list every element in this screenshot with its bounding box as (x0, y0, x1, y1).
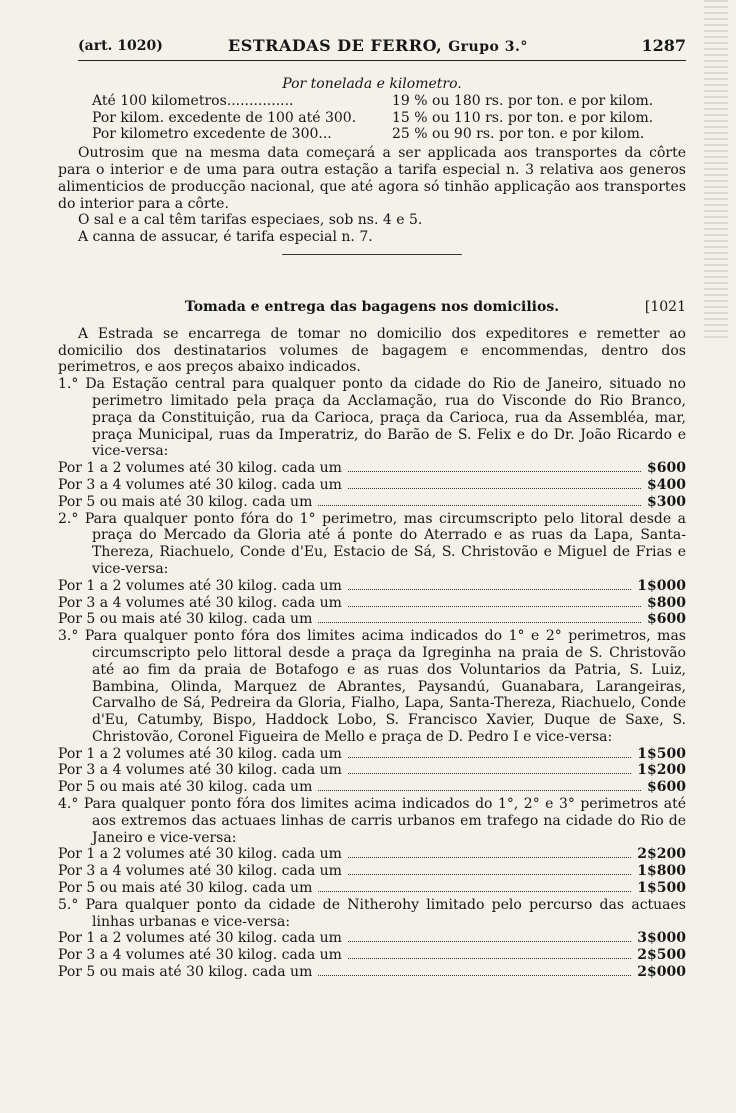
price-value: $600 (647, 611, 686, 628)
tariff-label: Até 100 kilometros............... (92, 92, 294, 109)
leader-dots (318, 622, 641, 623)
leader-dots (348, 958, 631, 959)
leader-dots (348, 941, 631, 942)
leader-dots (318, 975, 631, 976)
page-header (78, 34, 686, 61)
price-row (58, 494, 686, 511)
tariff-row (92, 126, 686, 143)
tariff-value: 15 % ou 110 rs. por ton. e por kilom. (392, 109, 654, 126)
price-label: Por 5 ou mais até 30 kilog. cada um (58, 880, 313, 897)
leader-dots (348, 757, 631, 758)
leader-dots (348, 874, 631, 875)
price-label: Por 5 ou mais até 30 kilog. cada um (58, 611, 313, 628)
tariff-row (92, 93, 686, 110)
price-row (58, 578, 686, 595)
price-value: 2$200 (637, 846, 686, 863)
price-row (58, 460, 686, 477)
price-value: 2$500 (637, 947, 686, 964)
section-heading (58, 299, 686, 316)
price-value: 2$000 (637, 964, 686, 981)
tariff-label: Por kilometro excedente de 300... (92, 126, 332, 143)
item-3 (58, 628, 686, 796)
item-4 (58, 796, 686, 897)
price-label: Por 1 a 2 volumes até 30 kilog. cada um (58, 745, 342, 762)
leader-dots (348, 589, 631, 590)
item-text: 1.° Da Estação central para qualquer ponto da cidade do Rio de Janeiro, situado no perimetro limitado pela praça da Acclamação, rua do Visconde do Rio Branco, praça da Constituição, rua da Carioca, praça da Carioca, rua da Assembléa, mar, praça Municipal, ruas da Imperatriz, do Barão de S. Felix e do Dr. João Ricardo e vice-versa: (58, 376, 686, 460)
price-value: $600 (647, 460, 686, 477)
price-label: Por 1 a 2 volumes até 30 kilog. cada um (58, 846, 342, 863)
price-label: Por 3 a 4 volumes até 30 kilog. cada um (58, 594, 342, 611)
section-number: [1021 (644, 298, 686, 315)
title-text: ESTRADAS DE FERRO, (228, 36, 443, 55)
price-label: Por 5 ou mais até 30 kilog. cada um (58, 964, 313, 981)
price-label: Por 1 a 2 volumes até 30 kilog. cada um (58, 930, 342, 947)
price-value: $600 (647, 779, 686, 796)
section-intro: A Estrada se encarrega de tomar no domicilio dos expeditores e remetter ao domicilio dos destinatarios volumes de bagagem e encommendas, dentro dos perimetros, e aos preços abaixo indicados. (58, 325, 686, 376)
price-row (58, 611, 686, 628)
price-row (58, 477, 686, 494)
price-row (58, 947, 686, 964)
item-text: 5.° Para qualquer ponto da cidade de Nitherohy limitado pelo percurso das actuaes linhas urbanas e vice-versa: (58, 896, 686, 930)
item-text: 4.° Para qualquer ponto fóra dos limites acima indicados do 1°, 2° e 3° perimetros até aos extremos das actuaes linhas de carris urbanos em trafego na cidade do Rio de Janeiro e vice-versa: (58, 796, 686, 846)
page-number: 1287 (641, 36, 686, 55)
item-5 (58, 897, 686, 981)
tariff-label: Por kilom. excedente de 100 até 300. (92, 109, 357, 126)
divider (282, 254, 462, 255)
running-title (228, 36, 528, 55)
price-value: 1$800 (637, 863, 686, 880)
price-value: $800 (647, 594, 686, 611)
leader-dots (318, 891, 631, 892)
group-label: Grupo 3.° (448, 39, 528, 55)
price-label: Por 3 a 4 volumes até 30 kilog. cada um (58, 476, 342, 493)
item-text: 3.° Para qualquer ponto fóra dos limites acima indicados do 1° e 2° perimetros, mas circumscripto pelo littoral desde a praça da Igreginha na praia de S. Christovão até ao fim da praia de Botafogo e as ruas dos Voluntarios da Patria, S. Luiz, Bambina, Olinda, Marquez de Abrantes, Paysandú, Guanabara, Larangeiras, Carvalho de Sá, Pedreira da Gloria, Fialho, Lapa, Santa-Thereza, Riachuelo, Conde d'Eu, Catumby, Bispo, Haddock Lobo, S. Francisco Xavier, Duque de Saxe, S. Christovão, Coronel Figueira de Mello e praça de D. Pedro I e vice-versa: (58, 628, 686, 745)
price-label: Por 3 a 4 volumes até 30 kilog. cada um (58, 863, 342, 880)
price-label: Por 5 ou mais até 30 kilog. cada um (58, 493, 313, 510)
price-value: 1$000 (637, 577, 686, 594)
tariff-subtitle: Por tonelada e kilometro. (282, 76, 462, 92)
paragraph: Outrosim que na mesma data começará a ser applicada aos transportes da côrte para o interior e de uma para outra estação a tarifa especial n. 3 relativa aos generos alimenticios de producção nacional, que até agora só tinhão applicação aos transportes do interior para a côrte. (58, 145, 686, 212)
price-value: $400 (647, 476, 686, 493)
section-title: Tomada e entrega das bagagens nos domicilios. (184, 298, 560, 315)
price-value: 3$000 (637, 930, 686, 947)
item-1 (58, 376, 686, 510)
tariff-value: 25 % ou 90 rs. por ton. e por kilom. (392, 126, 645, 143)
price-row (58, 964, 686, 981)
price-row (58, 746, 686, 763)
price-row (58, 595, 686, 612)
price-row (58, 930, 686, 947)
tariff-value: 19 % ou 180 rs. por ton. e por kilom. (392, 92, 654, 109)
leader-dots (348, 471, 641, 472)
price-value: 1$200 (637, 762, 686, 779)
price-label: Por 5 ou mais até 30 kilog. cada um (58, 779, 313, 796)
page-body (58, 76, 686, 981)
price-row (58, 779, 686, 796)
paragraph: O sal e a cal têm tarifas especiaes, sob ns. 4 e 5. (78, 212, 423, 229)
price-label: Por 1 a 2 volumes até 30 kilog. cada um (58, 577, 342, 594)
item-2 (58, 511, 686, 629)
price-label: Por 3 a 4 volumes até 30 kilog. cada um (58, 762, 342, 779)
leader-dots (348, 606, 641, 607)
leader-dots (318, 505, 641, 506)
tariff-row (92, 110, 686, 127)
leader-dots (348, 857, 631, 858)
price-row (58, 863, 686, 880)
leader-dots (318, 790, 641, 791)
leader-dots (348, 773, 631, 774)
price-value: $300 (647, 493, 686, 510)
scan-edge-noise (704, 0, 728, 340)
item-text: 2.° Para qualquer ponto fóra do 1° perimetro, mas circumscripto pelo litoral desde a praça do Mercado da Gloria até á ponte do Aterrado e as ruas da Lapa, Santa-Thereza, Riachuelo, Conde d'Eu, Estacio de Sá, S. Christovão e Miguel de Frias e vice-versa: (58, 510, 686, 577)
tariff-table (58, 93, 686, 143)
paragraph: A canna de assucar, é tarifa especial n. 7. (78, 229, 373, 246)
price-label: Por 3 a 4 volumes até 30 kilog. cada um (58, 947, 342, 964)
price-row (58, 762, 686, 779)
leader-dots (348, 488, 641, 489)
price-label: Por 1 a 2 volumes até 30 kilog. cada um (58, 460, 342, 477)
price-value: 1$500 (637, 745, 686, 762)
price-row (58, 880, 686, 897)
price-row (58, 846, 686, 863)
price-value: 1$500 (637, 880, 686, 897)
article-ref: (art. 1020) (78, 38, 163, 54)
